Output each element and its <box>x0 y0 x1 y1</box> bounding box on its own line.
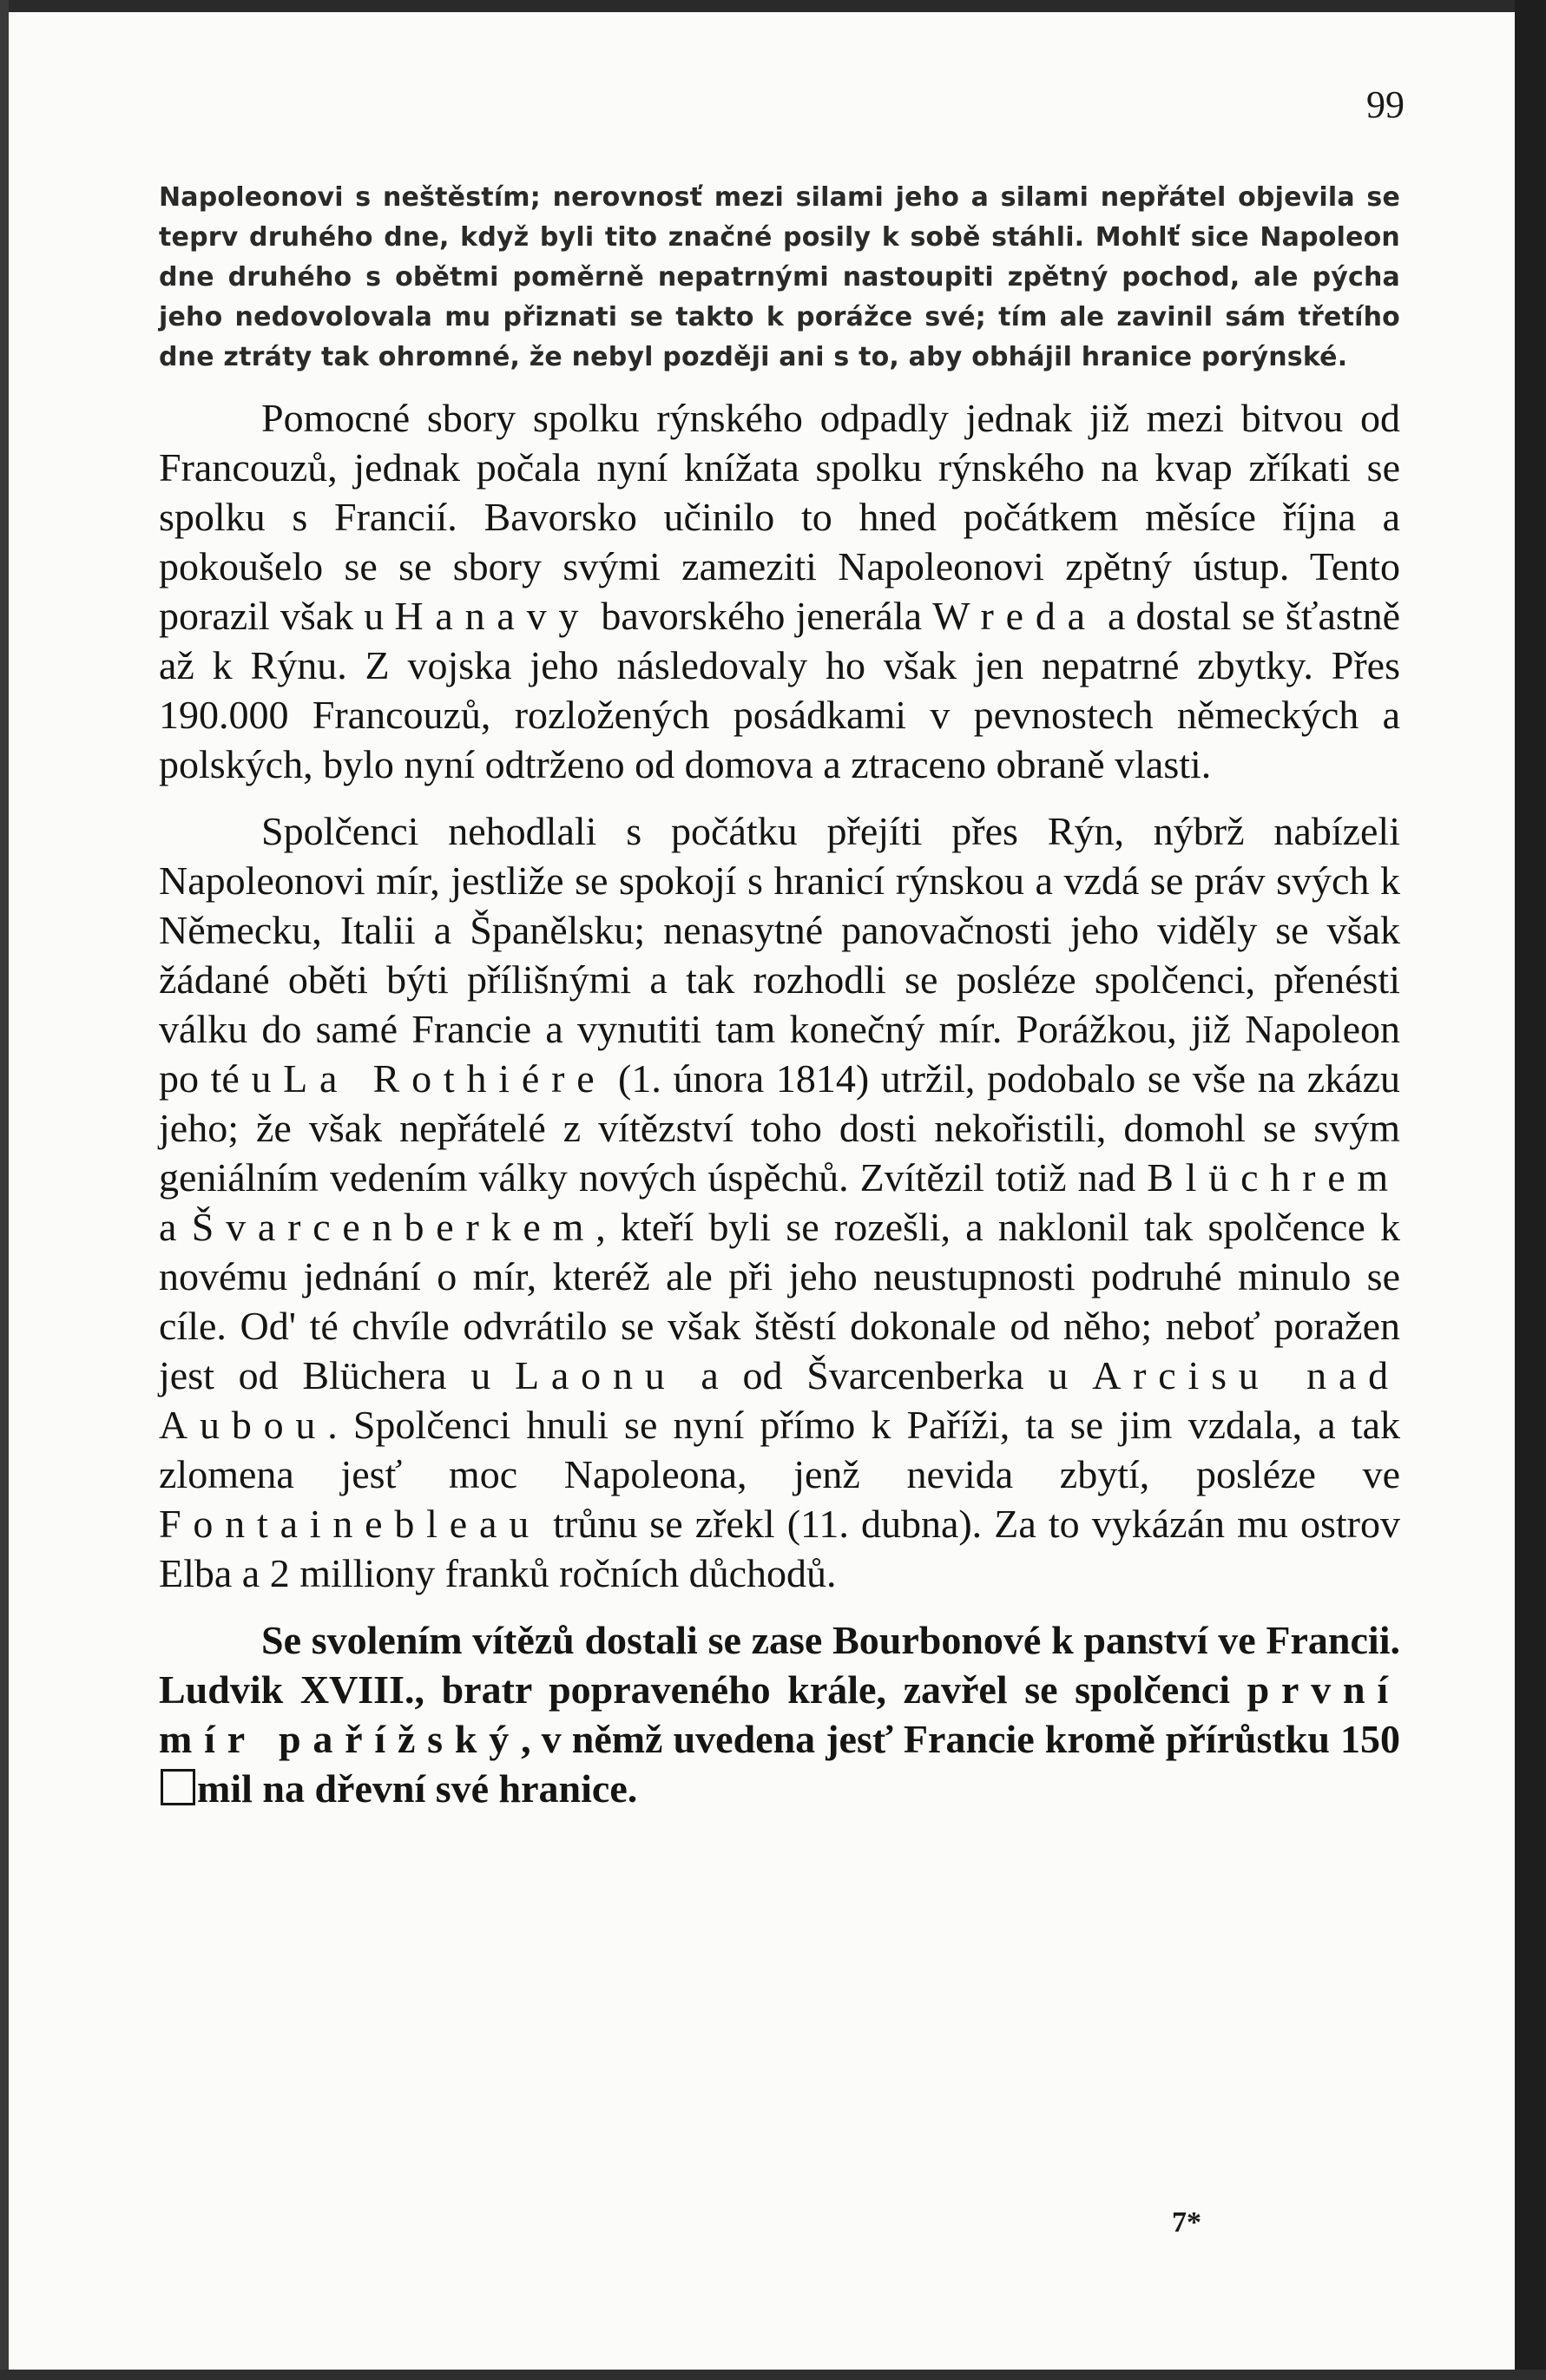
scan-border-bottom <box>0 2370 1546 2380</box>
scan-border-left <box>0 0 9 2380</box>
spaced-name-wrede: Wreda <box>932 594 1097 638</box>
page-number: 99 <box>1366 83 1405 126</box>
text-run: trůnu se zřekl (11. dubna). Za to vykázán mu ostrov Elba a 2 milliony franků ročních důchodů. <box>159 1502 1400 1595</box>
scan-border-right <box>1515 0 1546 2380</box>
spaced-name-la-rothiere: La Rothiére <box>283 1056 607 1101</box>
text-run: , v němž uvedena jesť Francie kromě přírůstku 150 <box>521 1717 1400 1761</box>
spaced-term-first-peace: první mír pařížský <box>159 1667 1400 1761</box>
text-run: mil na dřevní své hranice. <box>197 1766 638 1811</box>
spaced-name-arcis: Arcisu nad Aubou <box>159 1353 1400 1447</box>
spaced-name-hanau: Hanavy <box>394 594 591 638</box>
spaced-name-schwarzenberg: Švarcenberkem <box>191 1205 596 1249</box>
text-run: (1. února 1814) utržil, podobalo se vše na zkázu jeho; že však nepřátelé z vítězství toho dosti nekořistili, domohl se svým geniálním vedením války nových úspěchů. Zvítězil totiž nad <box>159 1056 1400 1200</box>
text-run: a dostal se šťastně až k Rýnu. Z vojska jeho následovaly ho však jen nepatrné zbytky. Přes 190.000 Francouzů, rozložených posádkami v pevnostech německých a polských, bylo nyní odtrženo od domova a ztraceno obraně vlasti. <box>159 594 1401 786</box>
text-run: Pomocné sbory spolku rýnského odpadly jednak již mezi bitvou od Francouzů, jednak počala nyní knížata spolku rýnského na kvap zříkati se spolku s Francií. Bavorsko učinilo to hned počátkem měsíce října a pokoušelo se se sbory svými zameziti Napoleonovi zpětný ústup. Tento porazil však u <box>159 396 1400 638</box>
text-run: a <box>159 1205 192 1249</box>
text-block <box>159 178 1400 1813</box>
intro-paragraph: Napoleonovi s neštěstím; nerovnosť mezi silami jeho a silami nepřátel objevila se teprv druhého dne, když byli tito značné posily k sobě stáhli. Mohlť sice Napoleon dne druhého s obětmi poměrně nepatrnými nastoupiti zpětný pochod, ale pýcha jeho nedovolovala mu přiznati se takto k porážce své; tím ale zavinil sám třetího dne ztráty tak ohromné, že nebyl později ani s to, aby obhájil hranice porýnské. <box>159 182 1400 372</box>
text-run: Se svolením vítězů dostali se zase Bourbonové k panství ve Francii. Ludvik XVIII., bratr popraveného krále, zavřel se spolčenci <box>159 1618 1400 1712</box>
paragraph-3 <box>159 1615 1400 1813</box>
text-run: , kteří byli se rozešli, a naklonil tak spolčence k novému jednání o mír, kteréž ale při jeho neustupnosti podruhé minulo se cíle. Od' té chvíle odvrátilo se však štěstí dokonale od něho; neboť poražen jest od Blüchera u <box>159 1205 1401 1397</box>
paragraph-2 <box>159 806 1400 1598</box>
paragraph-1 <box>159 393 1400 789</box>
spaced-name-fontainebleau: Fontainebleau <box>159 1502 541 1546</box>
scan-border-top <box>0 0 1546 12</box>
text-run: bavorského jenerála <box>590 594 933 638</box>
spaced-name-blucher: Blüchrem <box>1147 1155 1400 1200</box>
spaced-name-laon: Laonu <box>515 1353 677 1397</box>
text-run: . Spolčenci hnuli se nyní přímo k Paříži, ta se jim vzdala, a tak zlomena jesť moc Napoleona, jenž nevida zbytí, posléze ve <box>159 1403 1400 1496</box>
signature-mark: 7* <box>1172 2206 1201 2239</box>
text-run: Spolčenci nehodlali s počátku přejíti přes Rýn, nýbrž nabízeli Napoleonovi mír, jestliže se spokojí s hranicí rýnskou a vzdá se práv svých k Německu, Italii a Španělsku; nenasytné panovačnosti jeho viděly se však žádané oběti býti přílišnými a tak rozhodli se posléze spolčenci, přenésti válku do samé Francie a vynutiti tam konečný mír. Porážkou, již Napoleon po té u <box>159 809 1400 1101</box>
text-run: a od Švarcenberka u <box>676 1353 1093 1397</box>
square-symbol-icon <box>161 1769 195 1805</box>
